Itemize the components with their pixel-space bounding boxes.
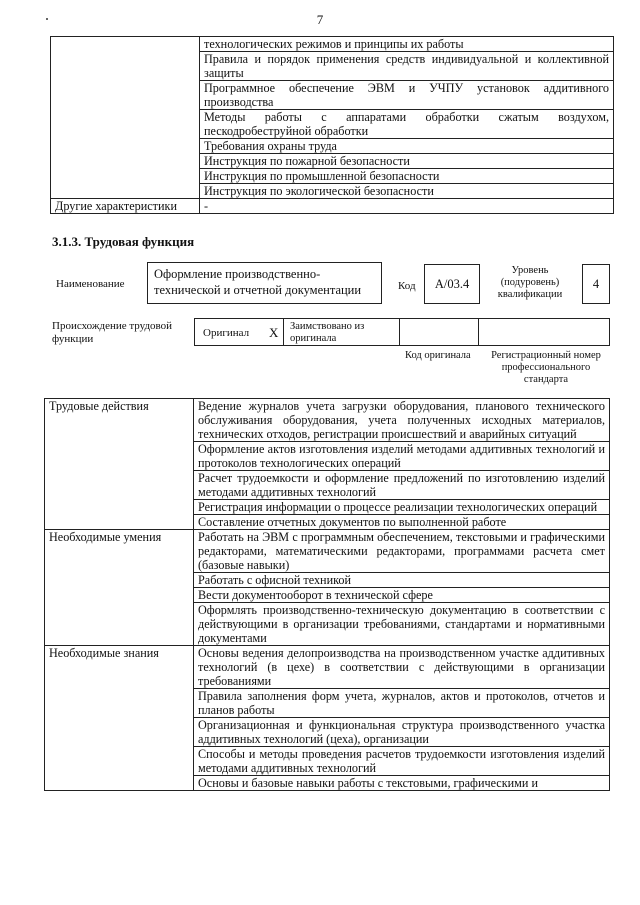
group-item: Основы ведения делопроизводства на производственном участке аддитивных технологий (в цехе) в соответствии с действующими в организации требованиями xyxy=(194,646,610,689)
group-name: Необходимые умения xyxy=(45,530,194,646)
row-label xyxy=(51,81,200,110)
name-box xyxy=(147,262,382,304)
row-label xyxy=(51,37,200,52)
table-row xyxy=(45,530,610,573)
table-row xyxy=(51,169,614,184)
group-item: Правила заполнения форм учета, журналов, актов и протоколов, отчетов и планов работы xyxy=(194,689,610,718)
row-text: Инструкция по экологической безопасности xyxy=(200,184,614,199)
code-value: A/03.4 xyxy=(434,277,470,291)
row-text: - xyxy=(200,199,614,214)
page-number: 7 xyxy=(316,12,324,27)
competency-table-continued xyxy=(50,36,614,214)
group-item: Составление отчетных документов по выполненной работе xyxy=(194,515,610,530)
origin-label: Происхождение трудовой функции xyxy=(52,320,173,345)
row-label xyxy=(51,139,200,154)
table-row xyxy=(51,184,614,199)
code-box xyxy=(424,264,480,304)
reg-number-caption: Регистрационный номер профессионального стандарта xyxy=(491,350,601,385)
row-label: Другие характеристики xyxy=(51,199,200,214)
group-item: Оформлять производственно-техническую документацию в соответствии с действующими в организации требованиями, стандартами и нормативными документами xyxy=(194,603,610,646)
group-item: Основы и базовые навыки работы с текстовыми, графическими и xyxy=(194,776,610,791)
row-text: Требования охраны труда xyxy=(200,139,614,154)
original-box xyxy=(194,318,284,346)
row-text: технологических режимов и принципы их работы xyxy=(200,37,614,52)
group-item: Регистрация информации о процессе реализации технологических операций xyxy=(194,500,610,515)
labor-function-table xyxy=(44,398,610,791)
table-row xyxy=(45,399,610,442)
original-mark: X xyxy=(269,325,279,340)
row-text: Инструкция по промышленной безопасности xyxy=(200,169,614,184)
row-label xyxy=(51,110,200,139)
name-value: Оформление производственно-технической и отчетной документации xyxy=(154,267,362,297)
row-label xyxy=(51,184,200,199)
borrowed-label: Заимствовано из оригинала xyxy=(290,321,365,344)
code-original-caption: Код оригинала xyxy=(405,350,471,361)
table-row xyxy=(51,199,614,214)
table-row xyxy=(51,139,614,154)
row-text: Программное обеспечение ЭВМ и УЧПУ установок аддитивного производства xyxy=(200,81,614,110)
group-name: Необходимые знания xyxy=(45,646,194,791)
group-item: Работать с офисной техникой xyxy=(194,573,610,588)
reg-number-box xyxy=(478,318,610,346)
borrowed-box xyxy=(283,318,400,346)
group-item: Работать на ЭВМ с программным обеспечением, текстовыми и графическими редакторами, математическими редакторами, программами расчета смет (базовые навыки) xyxy=(194,530,610,573)
row-text: Инструкция по пожарной безопасности xyxy=(200,154,614,169)
row-text: Методы работы с аппаратами обработки сжатым воздухом, пескодробеструйной обработки xyxy=(200,110,614,139)
group-item: Оформление актов изготовления изделий методами аддитивных технологий и протоколов технологических операций xyxy=(194,442,610,471)
group-item: Способы и методы проведения расчетов трудоемкости изготовления изделий методами аддитивных технологий xyxy=(194,747,610,776)
row-text: Правила и порядок применения средств индивидуальной и коллективной защиты xyxy=(200,52,614,81)
section-title: 3.1.3. Трудовая функция xyxy=(52,234,195,249)
table-row xyxy=(51,37,614,52)
row-label xyxy=(51,52,200,81)
table-row xyxy=(45,646,610,689)
row-label xyxy=(51,154,200,169)
original-label: Оригинал xyxy=(203,327,250,339)
group-item: Организационная и функциональная структура производственного участка аддитивных технологий (цеха), организации xyxy=(194,718,610,747)
group-item: Вести документооборот в технической сфере xyxy=(194,588,610,603)
level-label: Уровень (подуровень) квалификации xyxy=(497,265,563,300)
table-row xyxy=(51,154,614,169)
code-label: Код xyxy=(398,280,416,292)
group-item: Расчет трудоемкости и оформление предложений по изготовлению изделий методами аддитивных технологий xyxy=(194,471,610,500)
table-row xyxy=(51,81,614,110)
table-row xyxy=(51,110,614,139)
group-name: Трудовые действия xyxy=(45,399,194,530)
row-label xyxy=(51,169,200,184)
code-original-box xyxy=(399,318,479,346)
level-box xyxy=(582,264,610,304)
table-row xyxy=(51,52,614,81)
name-label: Наименование xyxy=(56,278,125,290)
group-item: Ведение журналов учета загрузки оборудования, планового технического обслуживания оборудования, учета полученных исходных материалов, технических отходов, регистрации происшествий и аварийных ситуаций xyxy=(194,399,610,442)
level-value: 4 xyxy=(592,277,600,291)
